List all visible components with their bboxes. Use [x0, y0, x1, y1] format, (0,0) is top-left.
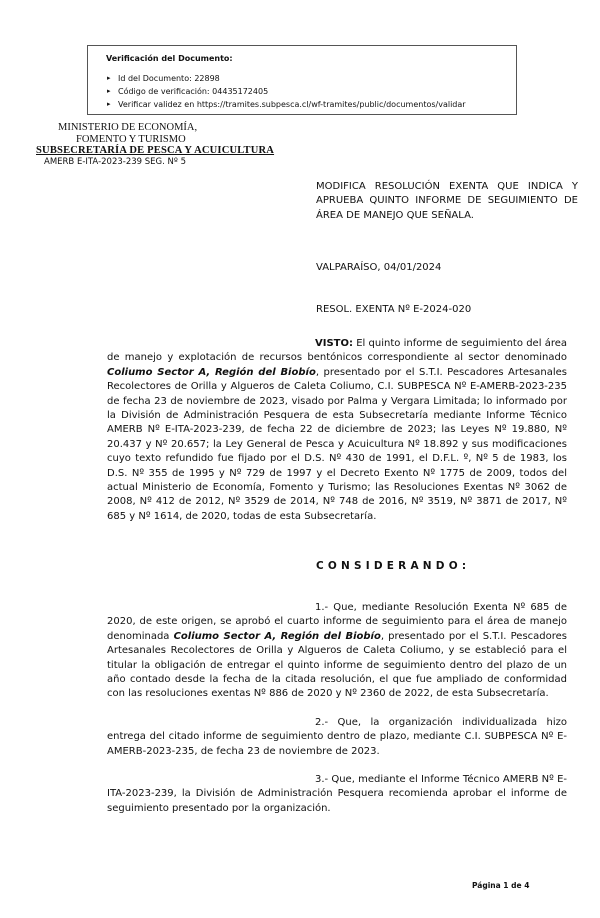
document-id: ▸ Id del Documento: 22898: [118, 72, 516, 85]
c1-text-2: , presentado por el S.T.I. Pescadores Artesanales Recolectores de Orilla y Algueros de Caleta Coliumo, y se estableció para el titular la obligación de entregar el quinto informe de seguimiento dentro del plazo de un año contado desde la fecha de la citada resolución, el que fue ampliado de conformidad con las resoluciones exentas Nº 886 de 2020 y Nº 2360 de 2022, de esta Subsecretaría.: [107, 630, 567, 700]
visto-text-1: El quinto informe de seguimiento del área de manejo y explotación de recursos bentónicos correspondiente al sector denominado: [107, 338, 567, 364]
ministry-line-1: MINISTERIO DE ECONOMÍA,: [58, 122, 198, 133]
ministry-line-2: FOMENTO Y TURISMO: [76, 133, 186, 145]
considerando-2: 2.- Que, la organización individualizada hizo entrega del citado informe de seguimiento dentro de plazo, mediante C.I. SUBPESCA Nº E-AMERB-2023-235, de fecha 23 de noviembre de 2023.: [107, 717, 567, 757]
visto-text-2: , presentado por el S.T.I. Pescadores Artesanales Recolectores de Orilla y Algueros de Caleta Coliumo, C.I. SUBPESCA Nº E-AMERB-2023-235 de fecha 23 de noviembre de 2023, visado por Palma y Vergara Limitada; lo informado por la División de Administración Pesquera de esta Subsecretaría mediante Informe Técnico AMERB Nº E-ITA-2023-239, de fecha 22 de diciembre de 2023; las Leyes Nº 19.880, Nº 20.437 y Nº 20.657; la Ley General de Pesca y Acuicultura Nº 18.892 y sus modificaciones cuyo texto refundido fue fijado por el D.S. Nº 430 de 1991, el D.F.L. º, Nº 5 de 1983, los D.S. Nº 355 de 1995 y Nº 729 de 1997 y el Decreto Exento Nº 1775 de 2009, todos del actual Ministerio de Economía, Fomento y Turismo; las Resoluciones Exentas Nº 3062 de 2008, Nº 412 de 2012, Nº 3529 de 2014, Nº 748 de 2016, Nº 3519, Nº 3871 de 2017, Nº 685 y Nº 1614, de 2020, todas de esta Subsecretaría.: [107, 366, 567, 522]
verification-box: [87, 45, 517, 115]
visto-label: VISTO:: [315, 338, 353, 349]
resolution-number: RESOL. EXENTA Nº E-2024-020: [316, 304, 472, 315]
subsecretaria-name: SUBSECRETARÍA DE PESCA Y ACUICULTURA: [36, 145, 275, 156]
ministry-header: [36, 122, 286, 168]
document-title: MODIFICA RESOLUCIÓN EXENTA QUE INDICA Y APRUEBA QUINTO INFORME DE SEGUIMIENTO DE ÁREA DE MANEJO QUE SEÑALA.: [316, 181, 578, 221]
considerando-heading: CONSIDERANDO:: [316, 560, 471, 572]
considerando-1: [107, 601, 567, 702]
document-date: VALPARAÍSO, 04/01/2024: [316, 262, 442, 273]
validity-link[interactable]: ▸ Verificar validez en https://tramites.subpesca.cl/wf-tramites/public/documentos/validar: [118, 98, 516, 111]
considerando-3: 3.- Que, mediante el Informe Técnico AMERB Nº E-ITA-2023-239, la División de Administración Pesquera recomienda aprobar el informe de seguimiento presentado por la organización.: [107, 774, 567, 814]
verification-code: ▸ Código de verificación: 04435172405: [118, 85, 516, 98]
c1-text-1: 1.- Que, mediante Resolución Exenta Nº 685 de 2020, de este origen, se aprobó el cuarto informe de seguimiento para el área de manejo denominada: [107, 602, 567, 642]
page-number: Página 1 de 4: [472, 881, 530, 890]
c1-sector-name: Coliumo Sector A, Región del Biobío: [173, 630, 381, 642]
visto-paragraph: [107, 337, 567, 524]
reference-code: AMERB E-ITA-2023-239 SEG. Nº 5: [44, 156, 186, 167]
verification-list: [106, 72, 516, 111]
visto-sector-name: Coliumo Sector A, Región del Biobío: [107, 366, 316, 378]
verification-title: Verificación del Documento:: [106, 54, 233, 63]
